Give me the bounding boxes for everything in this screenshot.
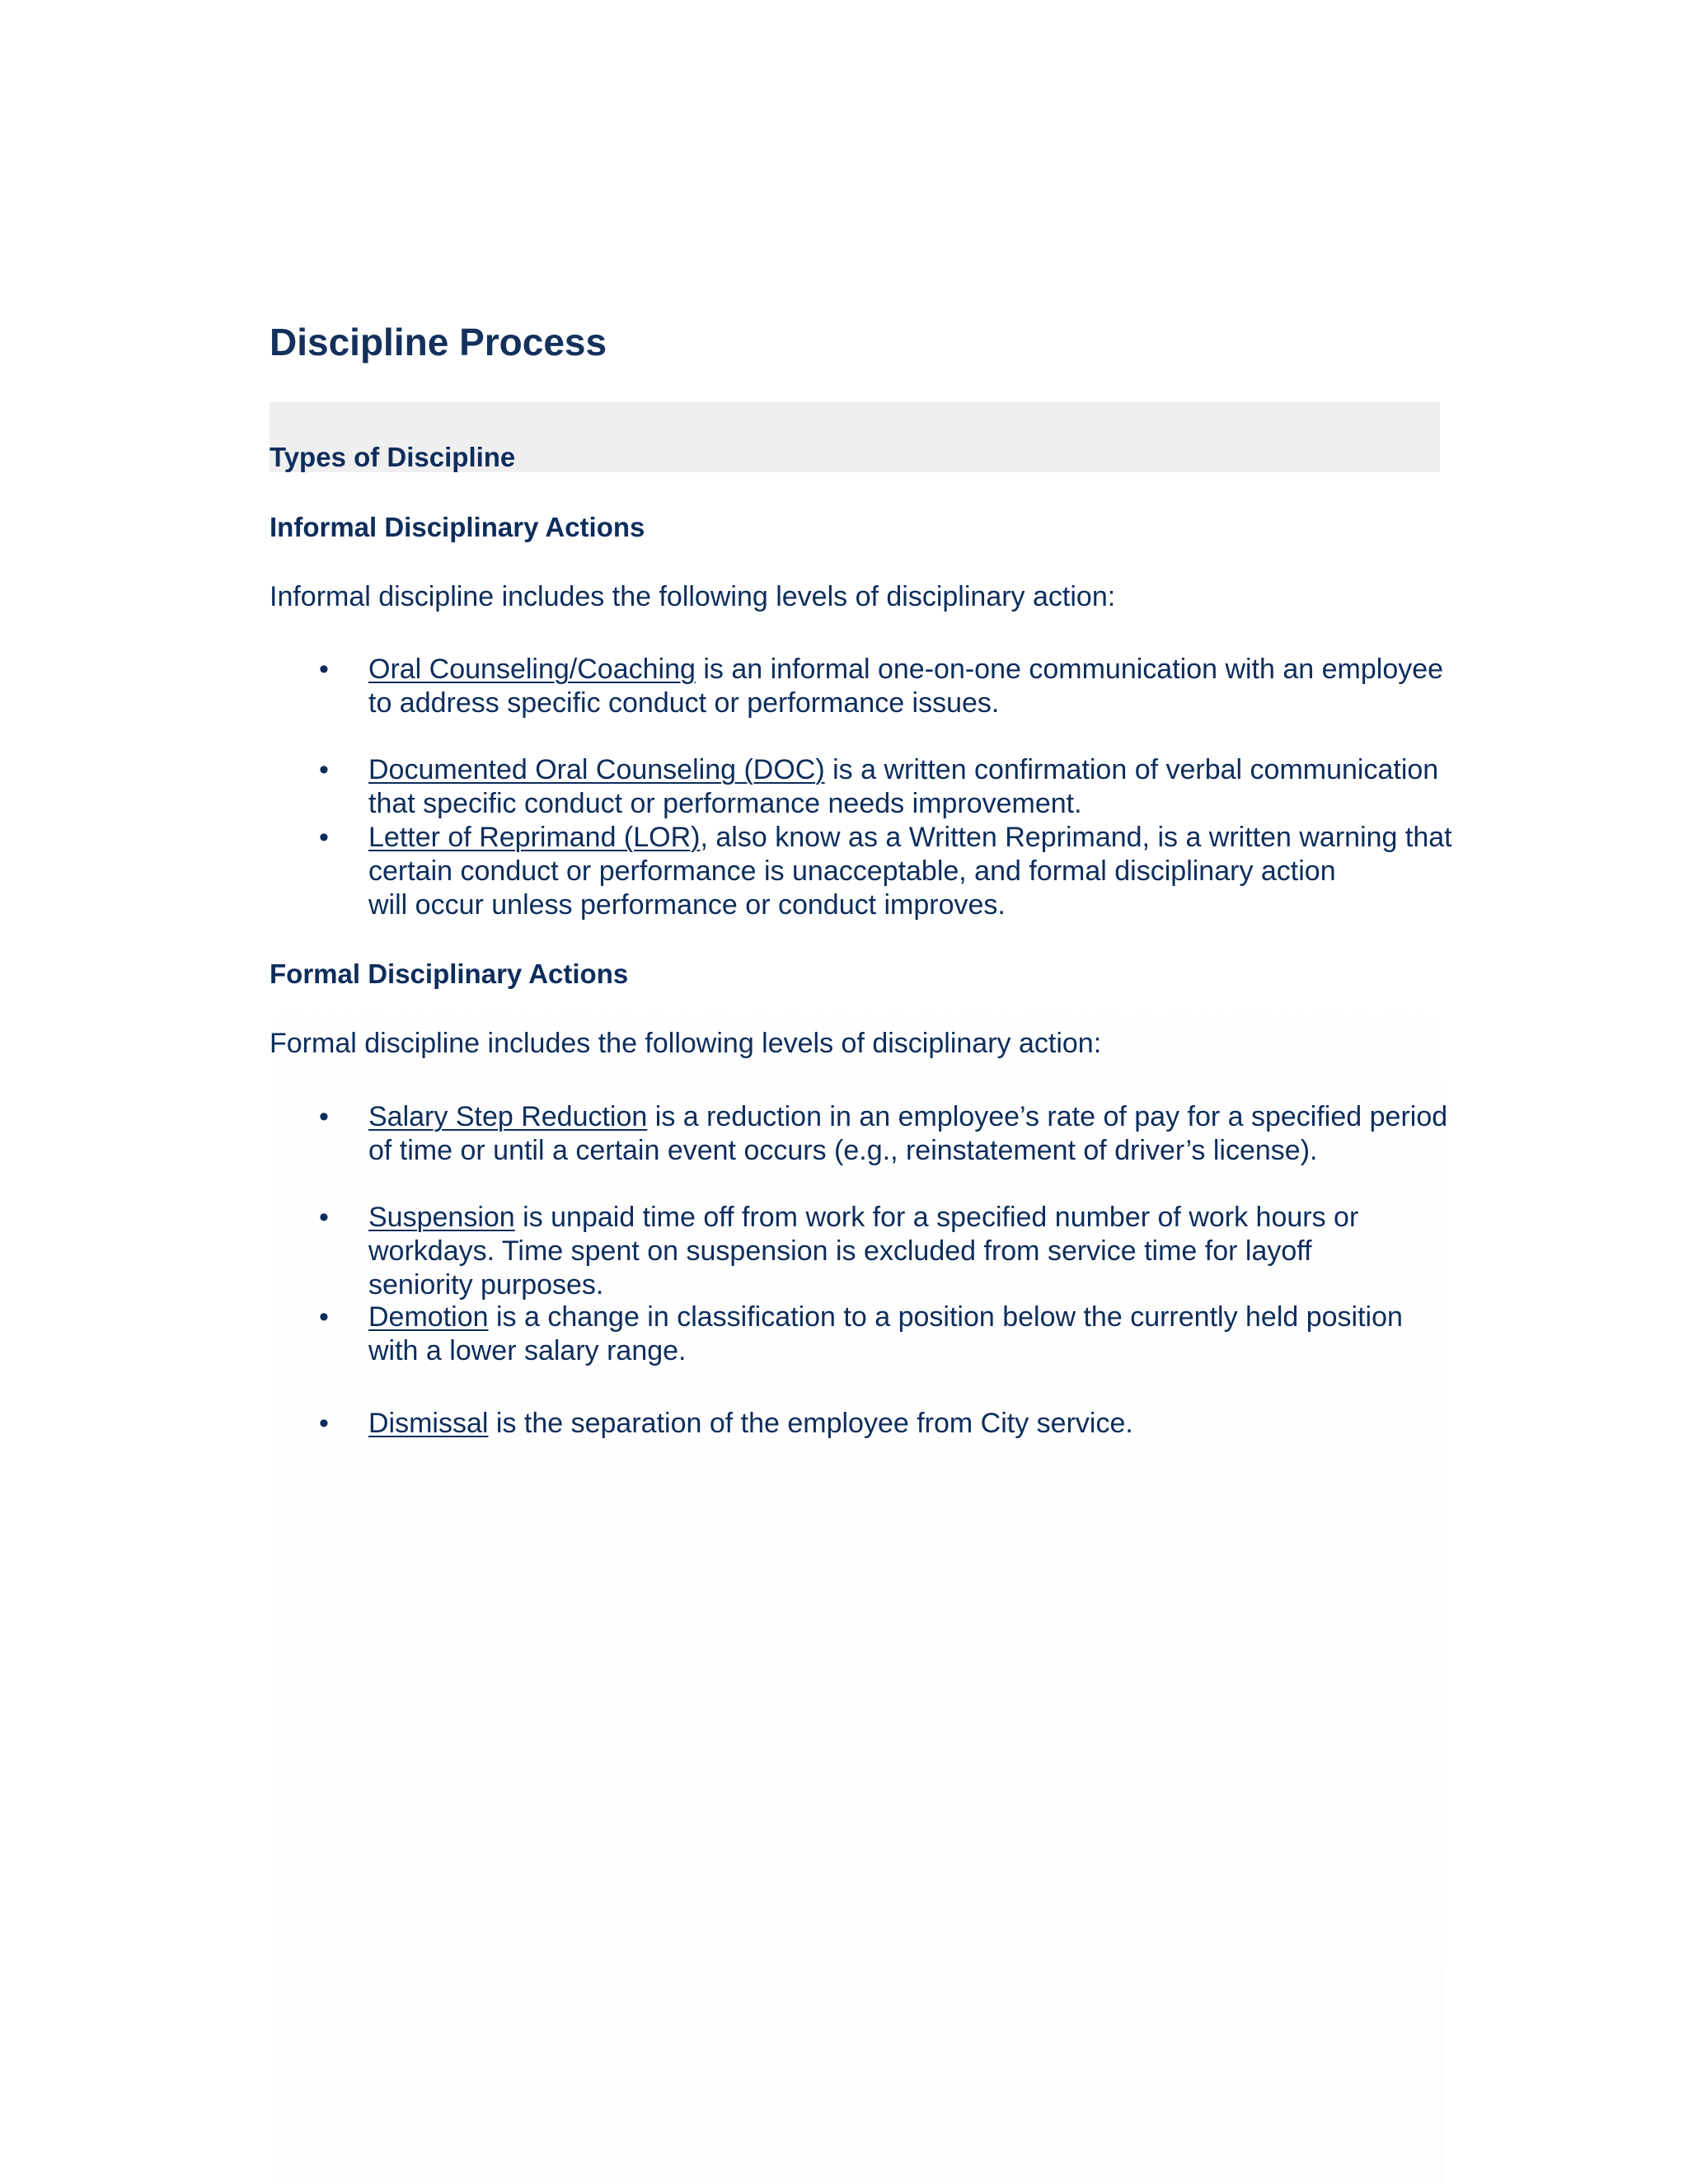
list-item-text [368, 1201, 1456, 1302]
definition-text: is an informal one-on-one communication with an employee [695, 654, 1444, 685]
definition-text: is a written confirmation of verbal communication [824, 754, 1439, 785]
list-item-text [368, 821, 1456, 922]
formal-intro: Formal discipline includes the following levels of disciplinary action: [270, 1028, 1102, 1059]
bullet-icon: • [319, 1101, 329, 1132]
definition-text: is unpaid time off from work for a specified number of work hours or [514, 1202, 1359, 1233]
informal-intro: Informal discipline includes the following levels of disciplinary action: [270, 581, 1116, 612]
list-item-text [368, 1301, 1456, 1368]
term-link[interactable]: Suspension [368, 1202, 515, 1233]
term-link[interactable]: Demotion [368, 1301, 489, 1333]
bullet-icon: • [319, 1408, 329, 1439]
definition-text: , also know as a Written Reprimand, is a written warning that [700, 822, 1452, 853]
term-link[interactable]: Letter of Reprimand (LOR) [368, 822, 701, 853]
list-item-text [368, 753, 1456, 821]
list-item-text [368, 1407, 1456, 1441]
formal-heading: Formal Disciplinary Actions [270, 958, 629, 989]
definition-continued: to address specific conduct or performance issues. [368, 687, 1000, 719]
informal-heading: Informal Disciplinary Actions [270, 512, 645, 542]
definition-continued: that specific conduct or performance needs improvement. [368, 788, 1082, 819]
term-link[interactable]: Documented Oral Counseling (DOC) [368, 754, 825, 785]
bullet-icon: • [319, 754, 329, 785]
bullet-icon: • [319, 1301, 329, 1333]
term-link[interactable]: Salary Step Reduction [368, 1101, 648, 1132]
list-item-text [368, 653, 1456, 720]
bullet-icon: • [319, 1202, 329, 1233]
definition-continued: of time or until a certain event occurs (e.g., reinstatement of driver’s license). [368, 1135, 1318, 1166]
bullet-icon: • [319, 654, 329, 685]
definition-continued: workdays. Time spent on suspension is excluded from service time for layoff seniority purposes. [368, 1235, 1312, 1301]
definition-text: is a reduction in an employee’s rate of pay for a specified period [647, 1101, 1448, 1132]
section-heading: Types of Discipline [270, 442, 516, 472]
bullet-icon: • [319, 822, 329, 853]
definition-continued: certain conduct or performance is unacceptable, and formal disciplinary action will occur unless performance or conduct improves. [368, 855, 1336, 921]
list-item-text [368, 1100, 1456, 1168]
definition-continued: with a lower salary range. [368, 1335, 687, 1366]
definition-text: is the separation of the employee from City service. [488, 1408, 1133, 1439]
page-title: Discipline Process [270, 321, 607, 363]
term-link[interactable]: Dismissal [368, 1408, 489, 1439]
term-link[interactable]: Oral Counseling/Coaching [368, 654, 696, 685]
definition-text: is a change in classification to a position below the currently held position [488, 1301, 1403, 1333]
